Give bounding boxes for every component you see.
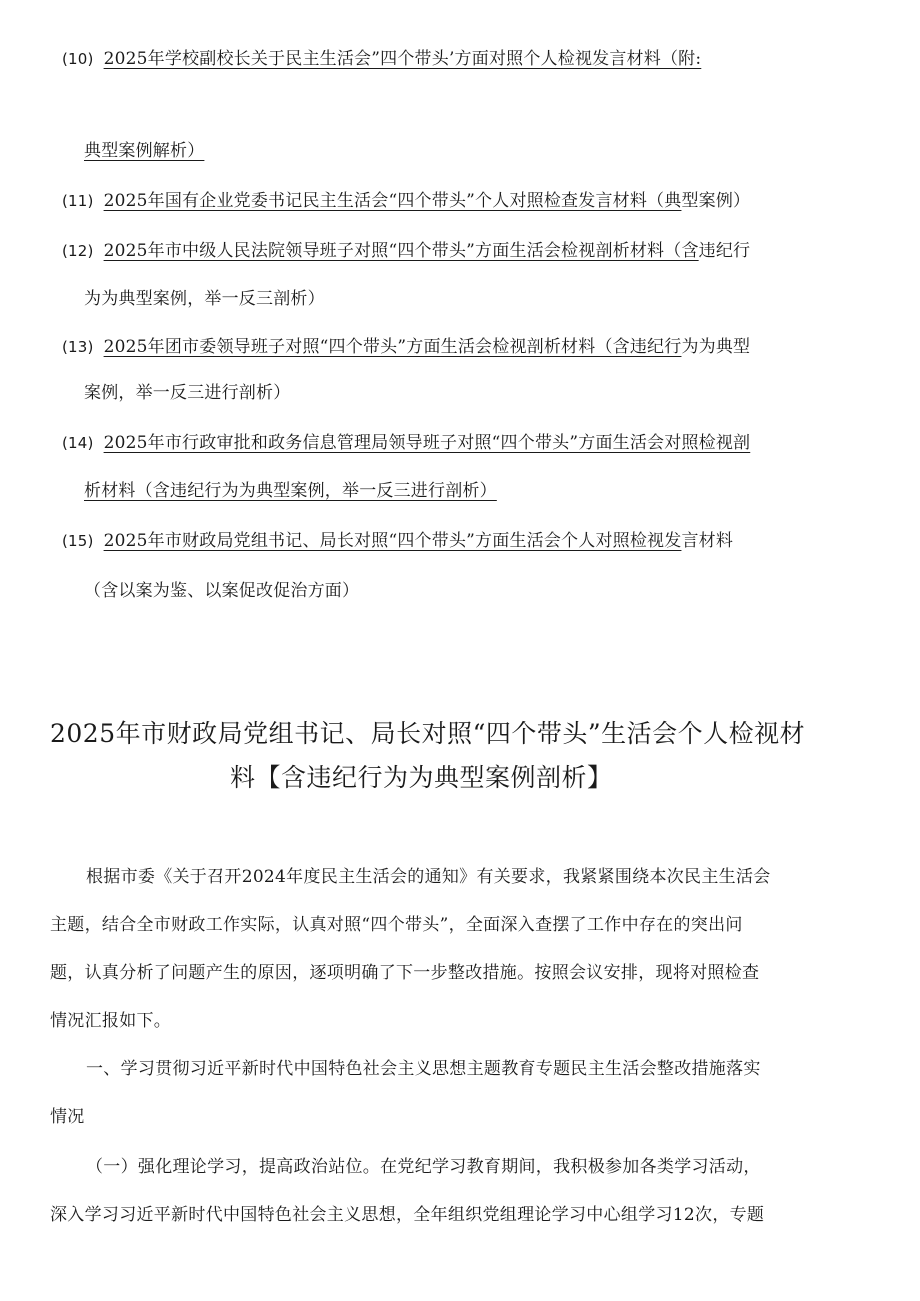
toc-item-title-cont[interactable]: 析材料（含违纪行为为典型案例，举一反三进行剖析） [84,481,497,501]
toc-item-title[interactable]: 2025年市财政局党组书记、局长对照“四个带头”方面生活会个人对照检视发 [103,531,682,551]
body-paragraph-1-line4: 情况汇报如下。 [50,1011,172,1031]
toc-item-title[interactable]: 2025年学校副校长关于民主生活会”四个带头’方面对照个人检视发言材料（附: [103,49,702,69]
toc-item-13[interactable] [62,336,750,358]
toc-item-number: (11) [62,192,94,210]
body-paragraph-2-line1: （一）强化理论学习，提高政治站位。在党纪学习教育期间，我积极参加各类学习活动， [86,1157,761,1177]
toc-item-title-rest: 型案例） [681,191,751,211]
toc-item-10-cont[interactable] [84,140,204,162]
toc-item-title[interactable]: 2025年市行政审批和政务信息管理局领导班子对照“四个带头”方面生活会对照检视剖 [103,433,751,453]
toc-item-title[interactable]: 2025年国有企业党委书记民主生活会“四个带头”个人对照检查发言材料（典 [103,191,682,211]
toc-item-number: (10) [62,50,94,68]
toc-item-10[interactable] [62,48,701,70]
toc-item-title-cont[interactable]: 典型案例解析） [84,141,205,161]
toc-item-14-cont[interactable] [84,480,497,502]
body-paragraph-2-line2: 深入学习习近平新时代中国特色社会主义思想，全年组织党组理论学习中心组学习12次，专题 [50,1205,765,1225]
toc-item-title-rest: 为为典型 [681,337,751,357]
toc-item-number: (12) [62,242,94,260]
document-title-line2: 料【含违纪行为为典型案例剖析】 [230,763,613,792]
toc-item-title-cont: 为为典型案例，举一反三剖析） [84,289,325,309]
toc-item-number: (13) [62,338,94,356]
toc-item-14[interactable] [62,432,750,454]
document-title-line1: 2025年市财政局党组书记、局长对照“四个带头”生活会个人检视材 [50,719,806,748]
toc-item-number: (14) [62,434,94,452]
toc-item-15-cont [84,580,359,602]
toc-item-title[interactable]: 2025年团市委领导班子对照“四个带头”方面生活会检视剖析材料（含违纪行 [103,337,682,357]
section-heading-1-line2: 情况 [50,1107,85,1127]
toc-item-title[interactable]: 2025年市中级人民法院领导班子对照“四个带头”方面生活会检视剖析材料（含 [103,241,699,261]
toc-item-title-cont: （含以案为鉴、以案促改促治方面） [84,581,360,601]
toc-item-number: (15) [62,532,94,550]
body-paragraph-1-line2: 主题，结合全市财政工作实际，认真对照“四个带头”，全面深入查摆了工作中存在的突出问 [50,915,743,935]
toc-item-15[interactable] [62,530,733,552]
body-paragraph-1-line3: 题，认真分析了问题产生的原因，逐项明确了下一步整改措施。按照会议安排，现将对照检查 [50,963,760,983]
toc-item-12-cont [84,288,325,310]
toc-item-11[interactable] [62,190,750,212]
toc-item-12[interactable] [62,240,750,262]
body-paragraph-1-line1: 根据市委《关于召开2024年度民主生活会的通知》有关要求，我紧紧围绕本次民主生活会 [86,867,771,887]
toc-item-title-rest: 言材料 [681,531,734,551]
section-heading-1-line1: 一、学习贯彻习近平新时代中国特色社会主义思想主题教育专题民主生活会整改措施落实 [86,1059,761,1079]
toc-item-13-cont [84,382,290,404]
toc-item-title-cont: 案例，举一反三进行剖析） [84,383,291,403]
toc-item-title-rest: 违纪行 [698,241,751,261]
